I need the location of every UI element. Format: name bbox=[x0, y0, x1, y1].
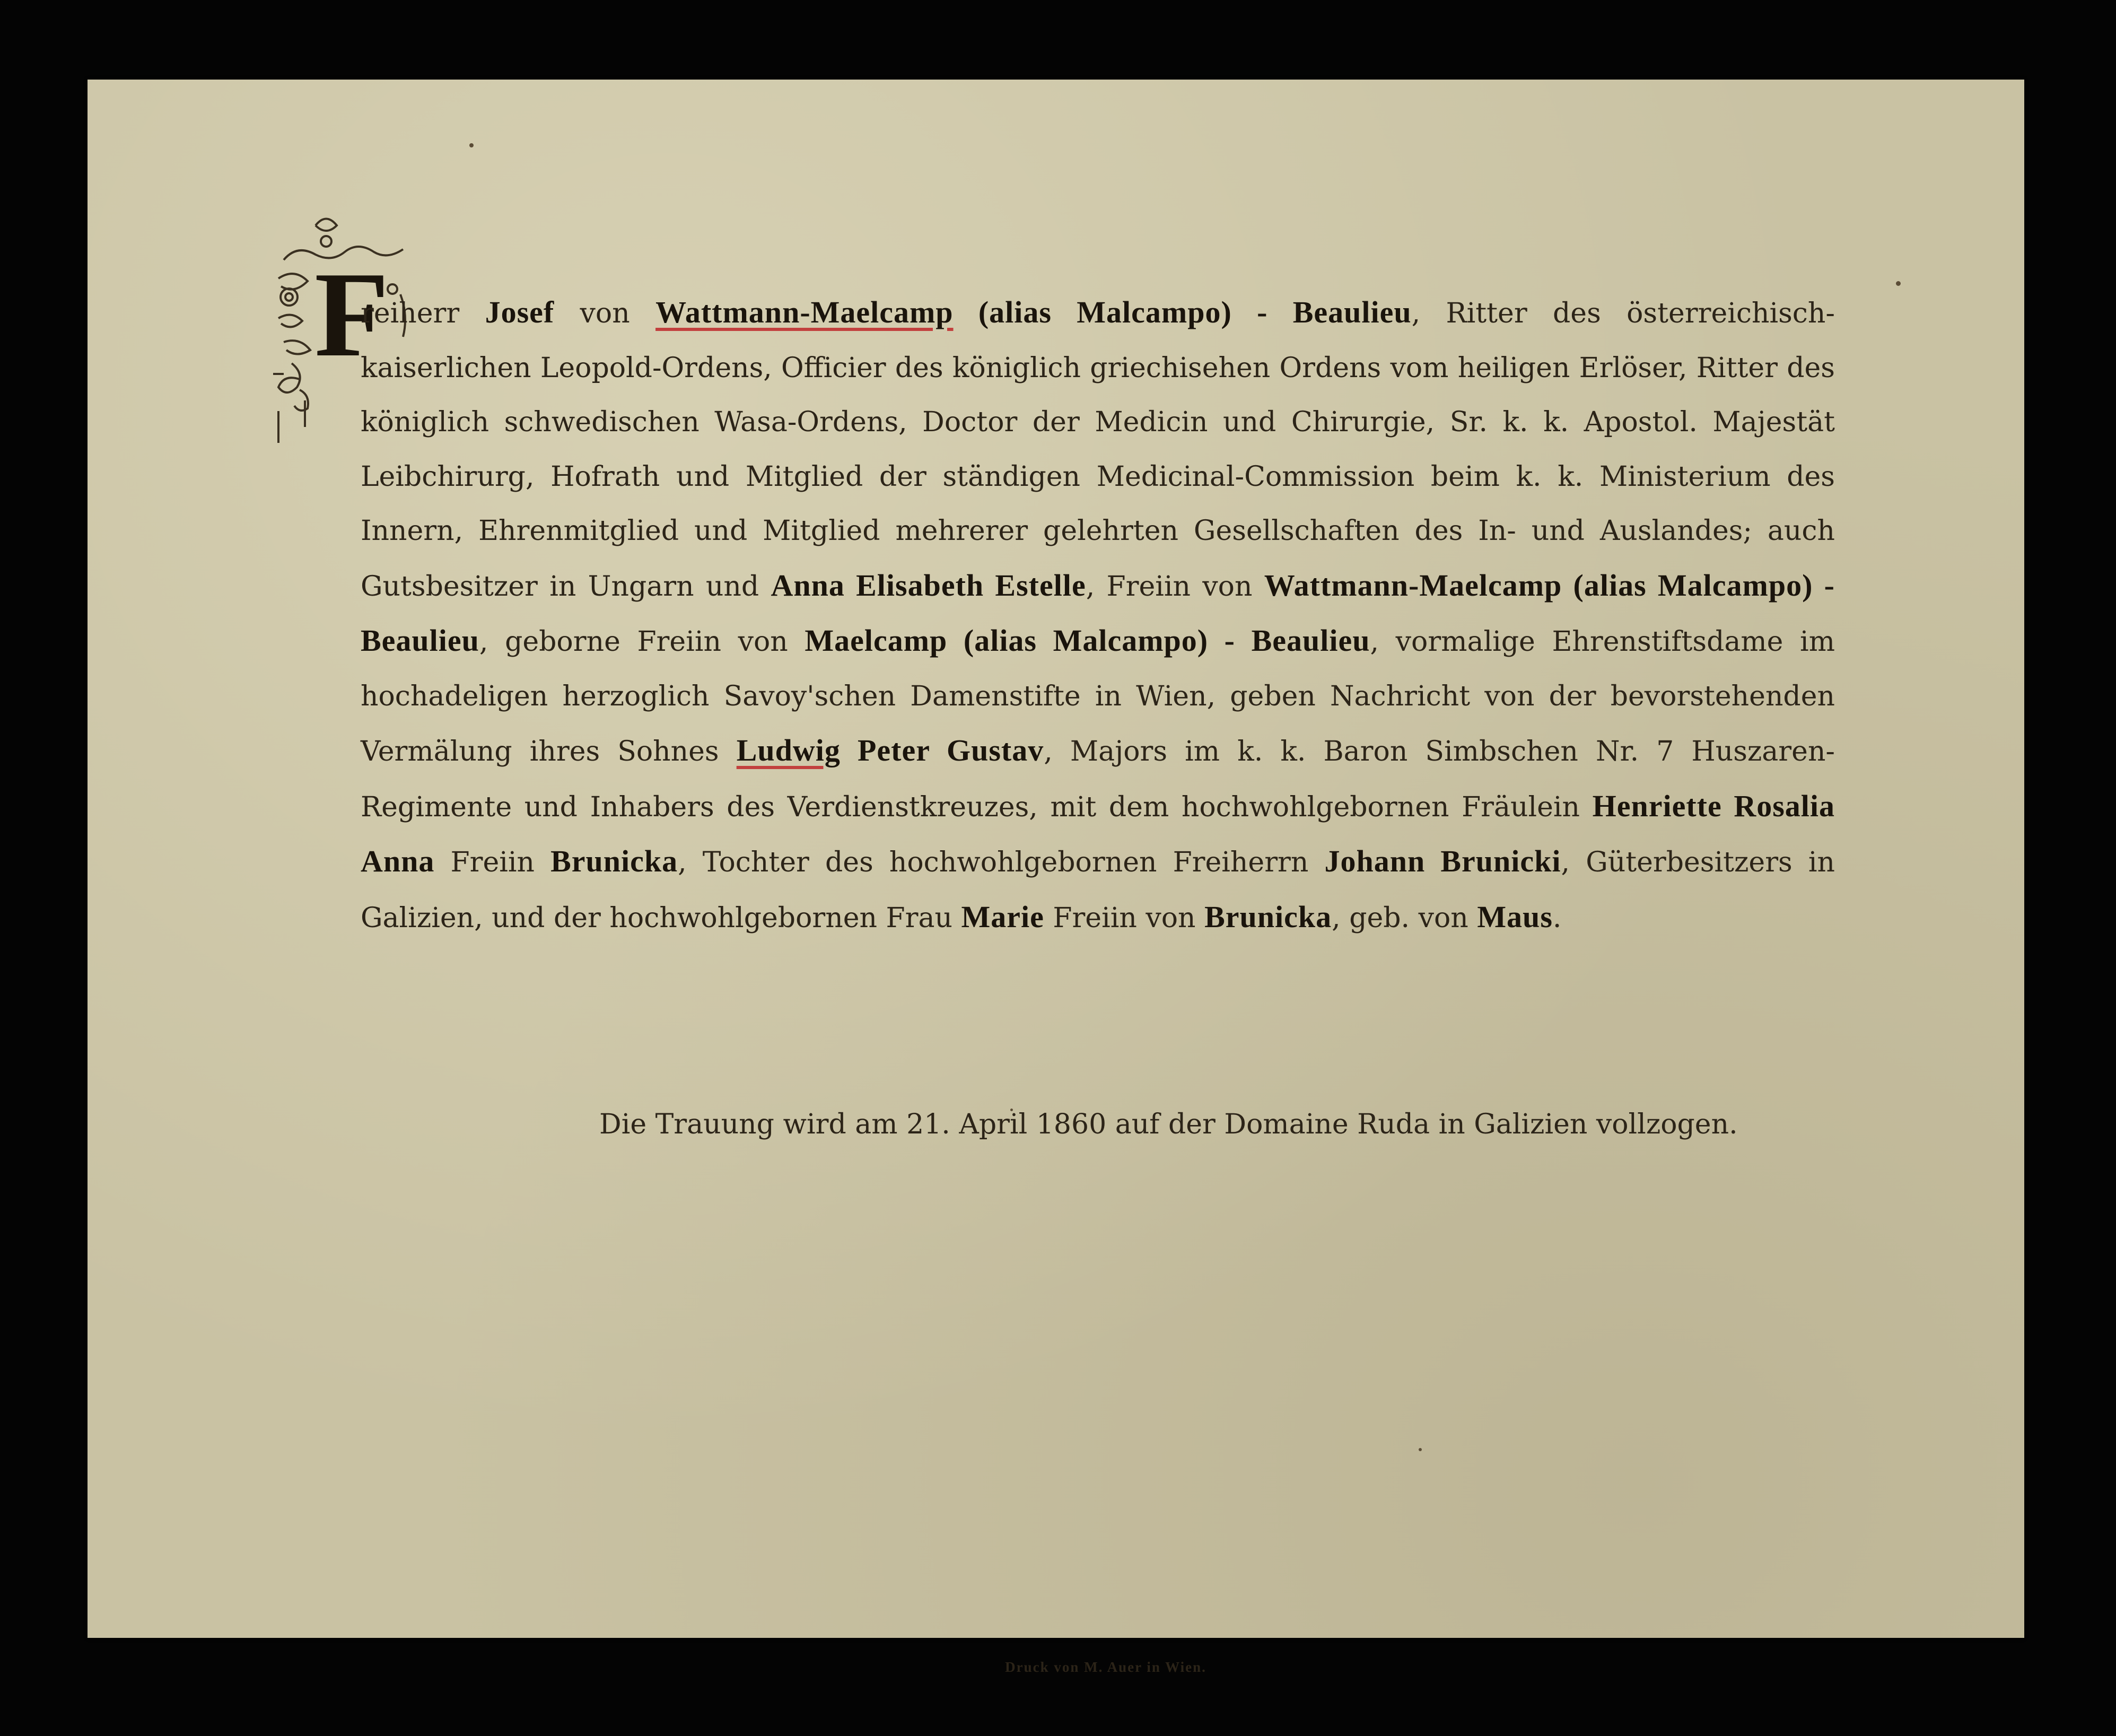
name-josef: Josef bbox=[485, 295, 555, 329]
name-marie: Marie bbox=[961, 899, 1044, 934]
document-sheet bbox=[88, 80, 2024, 1675]
text-segment: , vormalige Ehrenstiftsdame im hochadeligen herzoglich Savoy'schen Damenstifte in Wien, geben Nachricht von der bevorstehenden Vermälung ihres Sohnes bbox=[361, 626, 1835, 767]
text-segment: , Freiin von bbox=[1086, 570, 1264, 603]
announcement-body bbox=[361, 285, 1835, 945]
text-segment: , Majors im k. k. Baron Simbschen Nr. 7 Huszaren-Regimente und Inhabers des Verdienstkreuzes, mit dem hochwohlgebornen Fräulein bbox=[361, 736, 1835, 823]
text-segment: Freiin von bbox=[1044, 902, 1205, 934]
name-wattmann-maelcamp-underlined: Wattmann-Maelcamp bbox=[655, 295, 954, 329]
name-peter-gustav: Peter Gustav bbox=[840, 733, 1044, 767]
text-segment: , Ritter des österreichisch-kaiserlichen Leopold-Ordens, Officier des königlich griechisehen Ordens vom heiligen Erlöser, Ritter des königlich schwedischen Wasa-Ordens, Doctor der Medicin und Chirurgie, Sr. k. k. Apostol. Majestät Leibchirurg, Hofrath und Mitglied der ständigen Medicinal-Commission beim k. k. Ministerium des Innern, Ehrenmitglied und Mitglied mehrerer gelehrten Gesellschaften des In- und Auslandes; auch Gutsbesitzer in Ungarn und bbox=[361, 298, 1835, 603]
name-maus: Maus bbox=[1477, 899, 1553, 934]
text-segment: reiherr bbox=[361, 298, 485, 329]
text-segment: , geborne Freiin von bbox=[479, 626, 805, 658]
name-alias-beaulieu: (alias Malcampo) - Beaulieu bbox=[953, 295, 1412, 329]
ceremony-line: Die Trauung wird am 21. April 1860 auf der Domaine Ruda in Galizien vollzogen. bbox=[599, 1109, 1738, 1140]
name-brunicka: Brunicka bbox=[550, 844, 678, 878]
text-segment: Freiin bbox=[434, 847, 551, 878]
text-segment: von bbox=[554, 298, 656, 329]
name-maelcamp-beaulieu: Maelcamp (alias Malcampo) - Beaulieu bbox=[805, 623, 1370, 658]
name-ludwig-underlined: Ludwig bbox=[736, 733, 841, 767]
text-segment: , geb. von bbox=[1332, 902, 1477, 934]
text-segment: , Güterbesitzers in Galizien, und der hochwohlgebornen Frau bbox=[361, 847, 1835, 934]
text-segment: . bbox=[1552, 902, 1562, 934]
drop-cap-letter: F bbox=[314, 247, 389, 382]
name-anna-elisabeth-estelle: Anna Elisabeth Estelle bbox=[771, 568, 1086, 603]
paper-speck bbox=[1419, 1448, 1422, 1451]
printer-imprint: Druck von M. Auer in Wien. bbox=[1005, 1659, 1206, 1675]
name-henriette-rosalia-anna: Henriette Rosalia Anna bbox=[361, 788, 1835, 878]
name-brunicka-mother: Brunicka bbox=[1204, 899, 1332, 934]
name-johann-brunicki: Johann Brunicki bbox=[1324, 844, 1561, 878]
text-segment: , Tochter des hochwohlgebornen Freiherrn bbox=[678, 847, 1325, 878]
paper-speck bbox=[469, 143, 474, 147]
name-wattmann-full: Wattmann-Maelcamp (alias Malcampo) - Beaulieu bbox=[361, 568, 1835, 658]
paper-speck bbox=[1896, 281, 1901, 286]
